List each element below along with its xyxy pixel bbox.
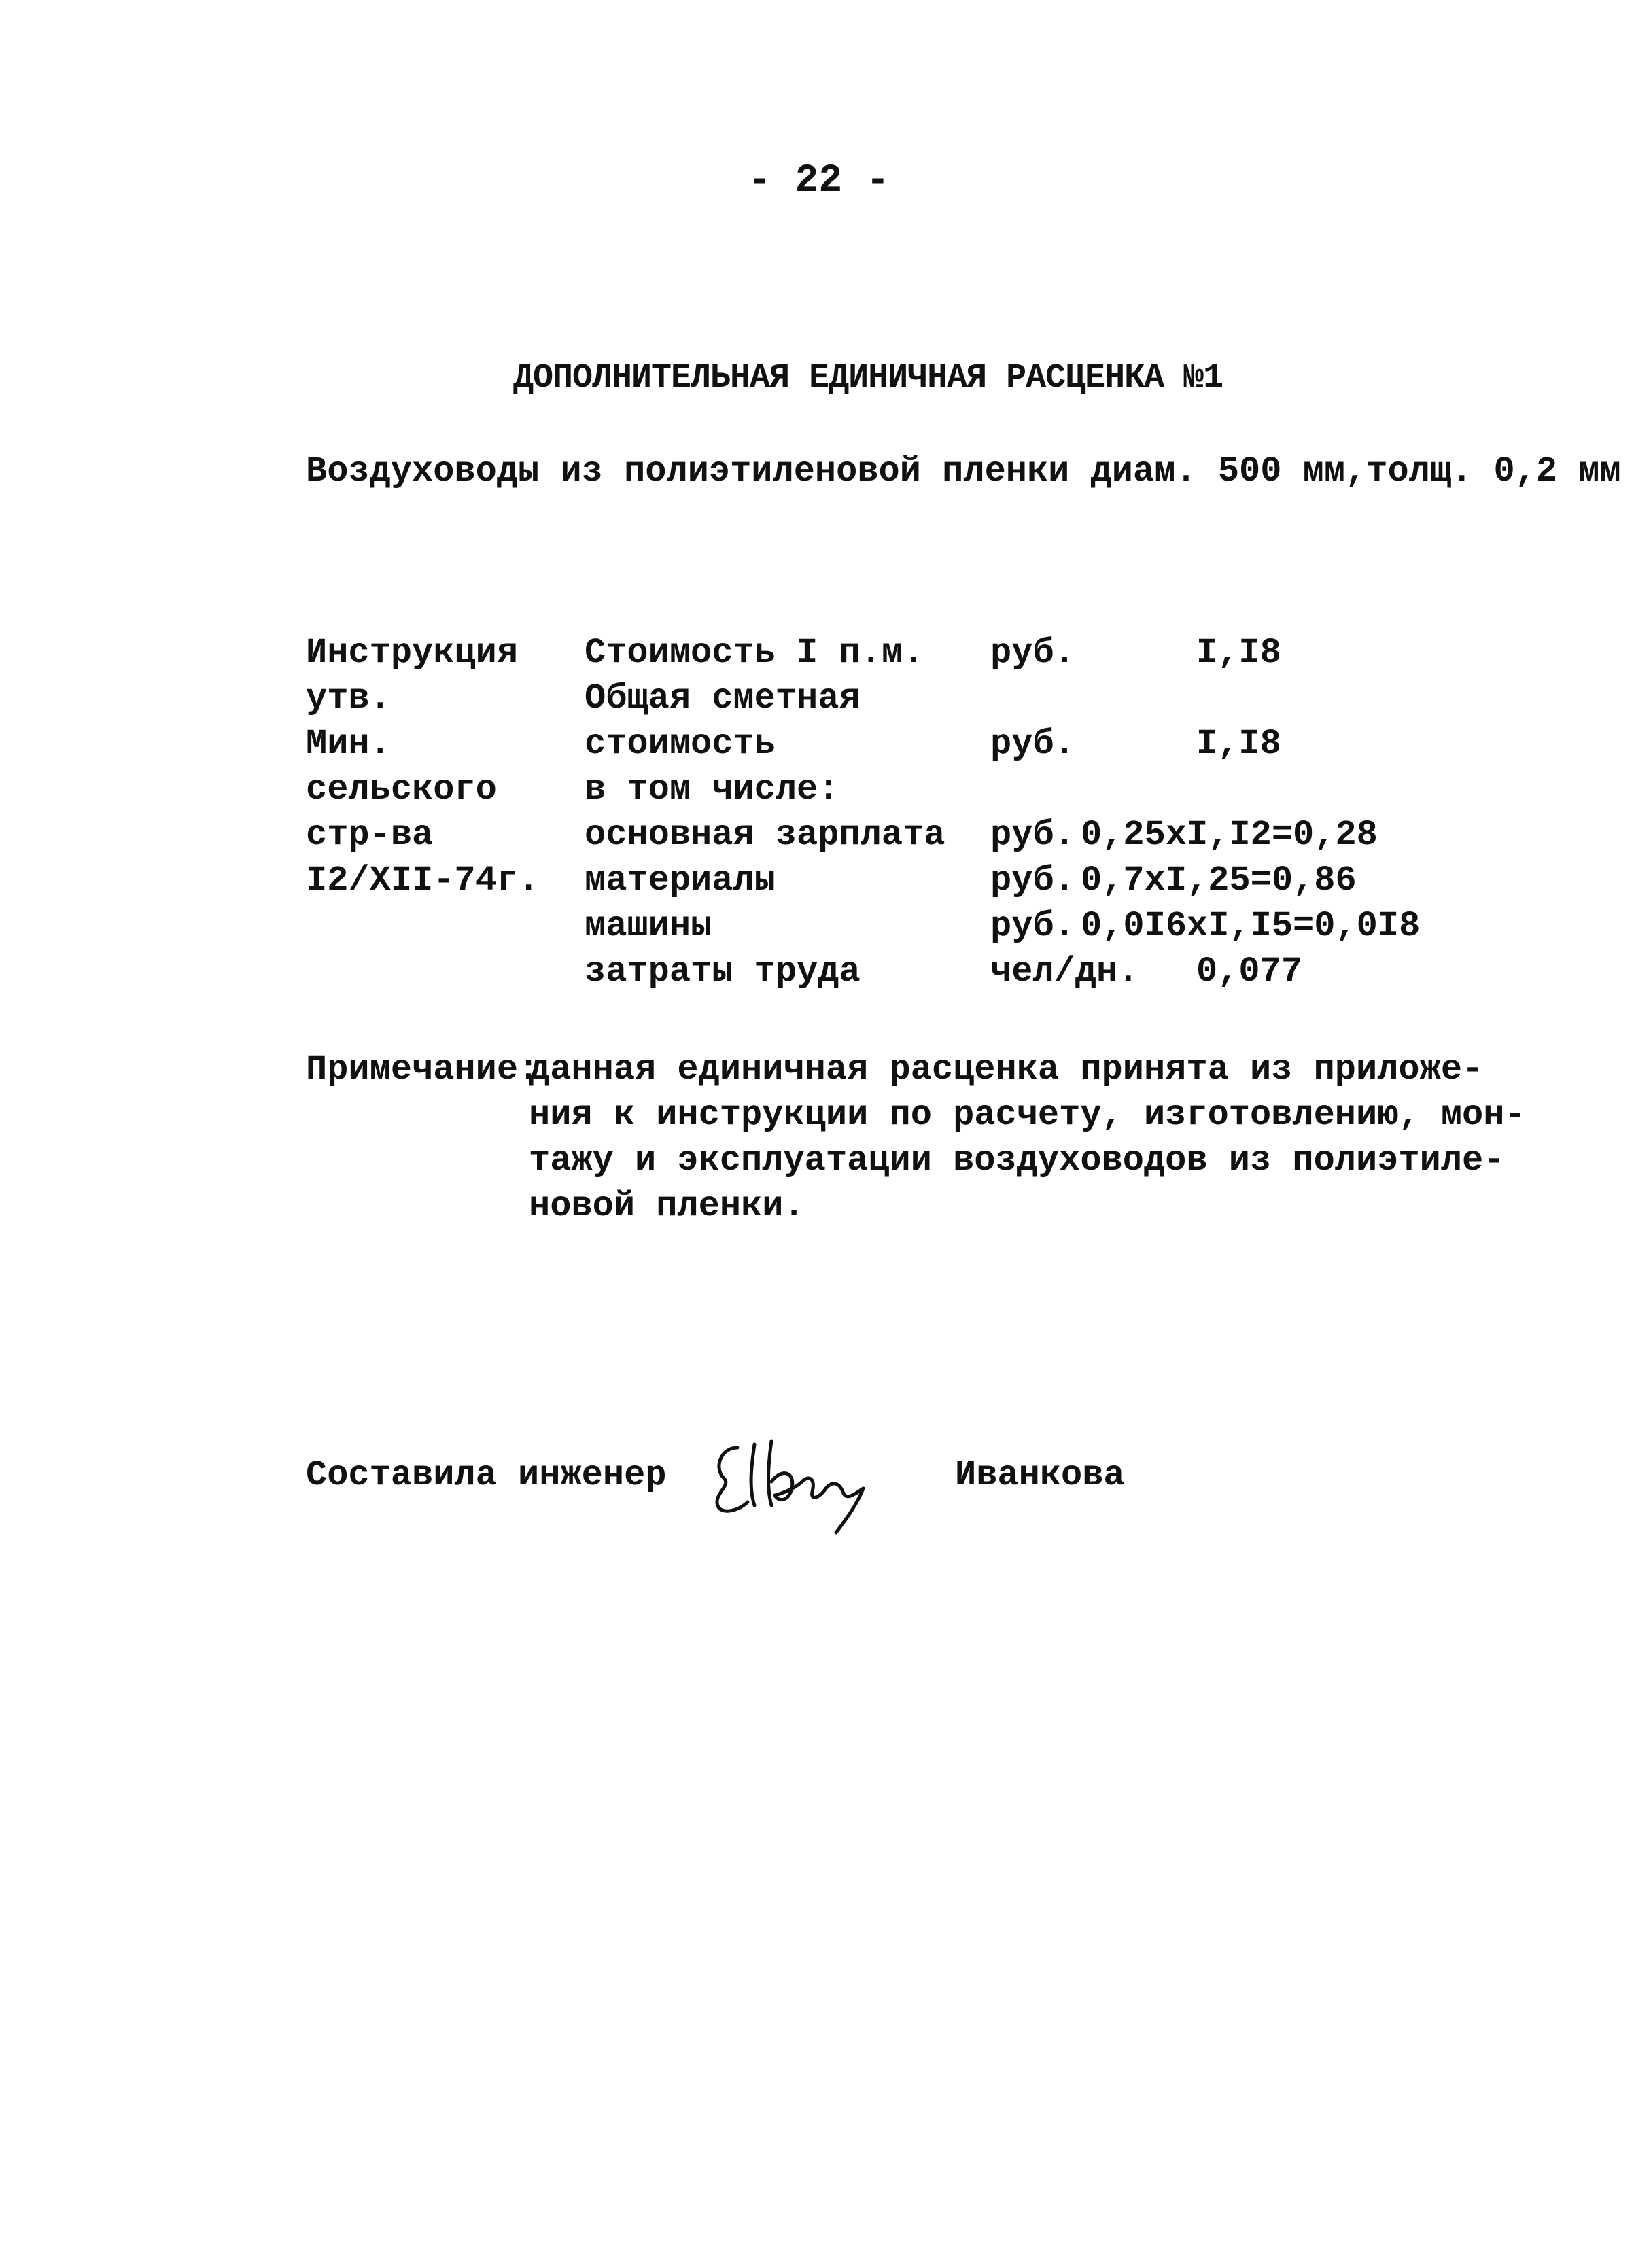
note-line: ния к инструкции по расчету, изготовлению, мон- [529, 1095, 1526, 1135]
page-number: - 22 - [748, 159, 890, 203]
cost-unit: руб. [990, 815, 1075, 855]
cost-value: I,I8 [1196, 724, 1281, 764]
document-title: ДОПОЛНИТЕЛЬНАЯ ЕДИНИЧНАЯ РАСЦЕНКА №1 [513, 359, 1223, 398]
instruction-line: Инструкция [306, 633, 519, 673]
signature-name: Иванкова [955, 1455, 1125, 1495]
cost-item: в том числе: [585, 769, 839, 809]
cost-unit: чел/дн. [990, 952, 1139, 992]
cost-value: 0,7xI,25=0,86 [1081, 860, 1357, 901]
instruction-line: утв. [306, 678, 391, 718]
cost-value: 0,077 [1196, 952, 1303, 992]
cost-unit: руб. [990, 724, 1075, 764]
cost-unit: руб. [990, 906, 1075, 946]
document-subtitle: Воздуховоды из полиэтиленовой пленки диам. 500 мм,толщ. 0,2 мм [306, 451, 1621, 491]
instruction-line: I2/XII-74г. [306, 860, 540, 901]
instruction-line: сельского [306, 769, 497, 809]
note-line: данная единичная расценка принята из приложе- [529, 1049, 1484, 1089]
cost-value: I,I8 [1196, 633, 1281, 673]
cost-item: Стоимость I п.м. [585, 633, 924, 673]
signature-label: Составила инженер [306, 1455, 667, 1495]
instruction-line: Мин. [306, 724, 391, 764]
cost-unit: руб. [990, 860, 1075, 901]
handwritten-signature [707, 1420, 897, 1536]
cost-item: стоимость [585, 724, 776, 764]
note-line: новой пленки. [529, 1186, 805, 1226]
cost-value: 0,0I6xI,I5=0,0I8 [1081, 906, 1421, 946]
cost-item: материалы [585, 860, 776, 901]
note-label: Примечание: [306, 1049, 540, 1089]
cost-item: затраты труда [585, 952, 861, 992]
instruction-line: стр-ва [306, 815, 434, 855]
cost-item: Общая сметная [585, 678, 861, 718]
cost-item: машины [585, 906, 712, 946]
cost-value: 0,25xI,I2=0,28 [1081, 815, 1378, 855]
note-line: тажу и эксплуатации воздуховодов из полиэтиле- [529, 1140, 1505, 1181]
cost-unit: руб. [990, 633, 1075, 673]
cost-item: основная зарплата [585, 815, 945, 855]
